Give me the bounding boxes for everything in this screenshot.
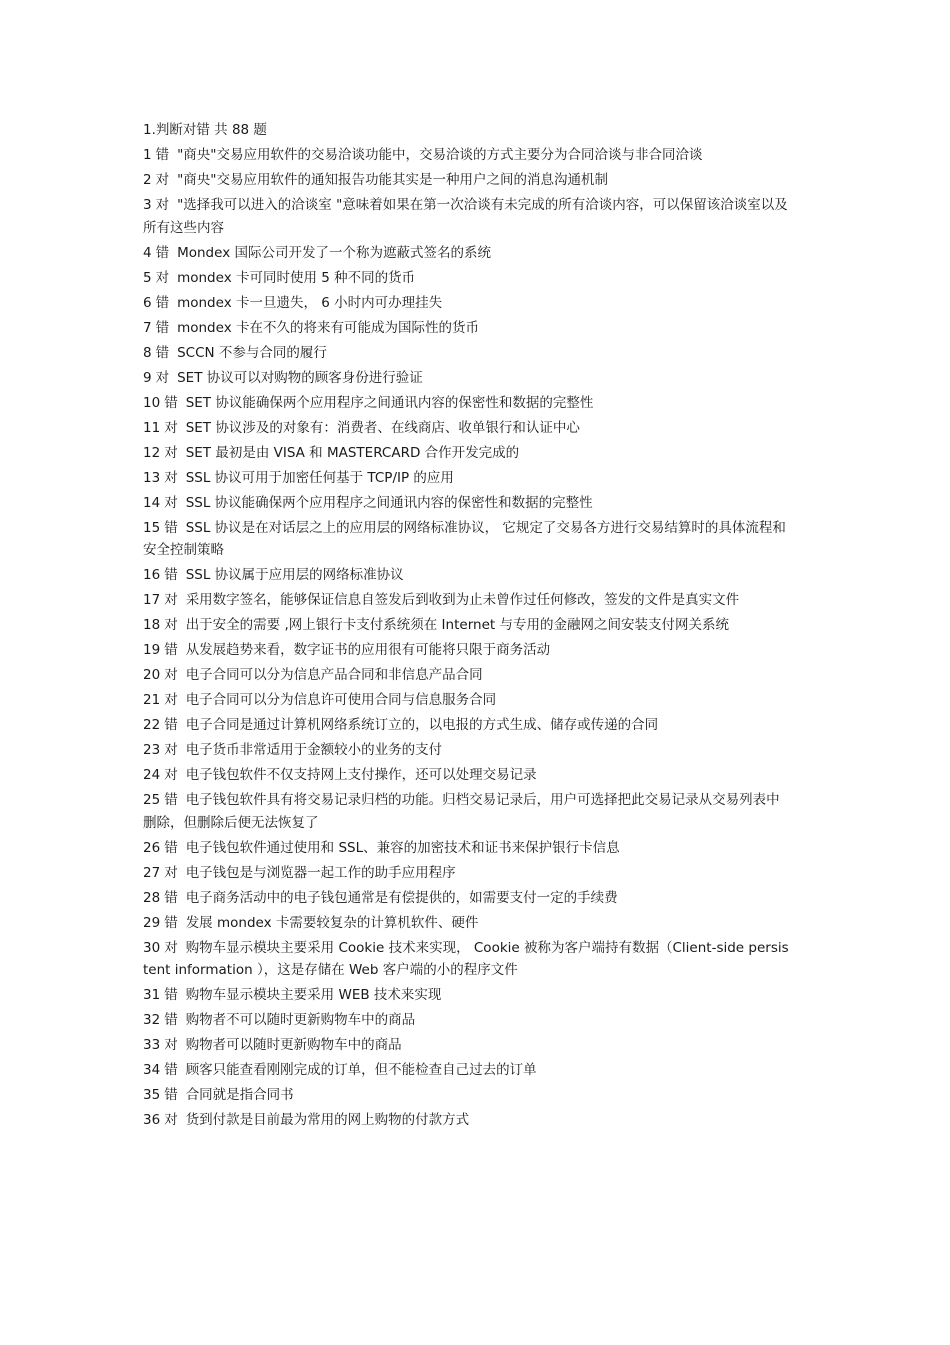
item-text: SSL 协议能确保两个应用程序之间通讯内容的保密性和数据的完整性 [185,494,593,511]
answer-mark: 对 [164,864,178,881]
list-item [143,937,793,982]
list-item [143,367,793,390]
answer-mark: 错 [155,147,170,163]
item-text: 电子货币非常适用于金额较小的业务的支付 [185,742,443,758]
answer-mark: 错 [164,717,178,733]
answer-mark: 对 [164,494,178,511]
item-text: mondex 卡一旦遗失， 6 小时内可办理挂失 [177,294,443,311]
item-text: 从发展趋势来看，数字证书的应用很有可能将只限于商务活动 [185,642,551,658]
item-number: 30 [143,939,161,956]
item-number: 7 [143,319,152,336]
answer-mark: 错 [164,394,178,411]
list-item [143,639,793,662]
answer-mark: 错 [164,519,178,536]
item-number: 13 [143,469,161,486]
list-item [143,144,793,167]
item-text: 购物者不可以随时更新购物车中的商品 [185,1012,416,1028]
item-number: 2 [143,172,152,188]
list-item [143,492,793,515]
item-number: 34 [143,1062,161,1078]
answer-mark: 对 [164,419,178,436]
item-number: 8 [143,344,152,361]
item-number: 36 [143,1112,161,1128]
item-number: 10 [143,394,161,411]
item-number: 4 [143,244,152,261]
answer-mark: 对 [164,692,178,708]
answer-mark: 错 [164,914,178,931]
item-text: 电子合同可以分为信息许可使用合同与信息服务合同 [185,692,497,708]
item-text: 电子钱包软件通过使用和 SSL、兼容的加密技术和证书来保护银行卡信息 [185,839,620,856]
list-item [143,664,793,687]
item-text: "商央"交易应用软件的通知报告功能其实是一种用户之间的消息沟通机制 [177,172,609,188]
list-item [143,317,793,340]
list-item [143,1109,793,1132]
item-text: SET 协议可以对购物的顾客身份进行验证 [177,369,423,386]
item-number: 11 [143,419,161,436]
item-text: SCCN 不参与合同的履行 [177,344,327,361]
answer-mark: 错 [164,1062,178,1078]
answer-mark: 对 [164,1037,178,1053]
answer-mark: 错 [155,244,170,261]
item-text: 合同就是指合同书 [185,1087,294,1103]
answer-mark: 错 [155,319,170,336]
item-number: 16 [143,567,161,583]
list-item [143,342,793,365]
list-item [143,614,793,637]
answer-mark: 对 [164,667,178,683]
item-text: 电子合同可以分为信息产品合同和非信息产品合同 [185,667,483,683]
item-number: 26 [143,839,161,856]
item-number: 18 [143,617,161,633]
answer-mark: 错 [164,1087,178,1103]
list-item [143,912,793,935]
item-text: mondex 卡在不久的将来有可能成为国际性的货币 [177,319,479,336]
list-item [143,887,793,910]
item-text: 购物车显示模块主要采用 Cookie 技术来实现， Cookie 被称为客户端持有数据（Client-side persistent information ），这是存储在 Web 客户端的小的程序文件 [143,939,789,978]
answer-mark: 错 [155,344,170,361]
item-number: 21 [143,692,161,708]
answer-mark: 对 [155,172,170,188]
item-number: 22 [143,717,161,733]
item-text: 购物者可以随时更新购物车中的商品 [185,1037,402,1053]
list-item [143,862,793,885]
item-text: 出于安全的需要 ,网上银行卡支付系统须在 Internet 与专用的金融网之间安装支付网关系统 [185,617,729,633]
item-number: 23 [143,742,161,758]
list-item [143,194,793,239]
item-text: 顾客只能查看刚刚完成的订单，但不能检查自己过去的订单 [185,1062,537,1078]
answer-mark: 错 [155,294,170,311]
question-list [143,119,793,1134]
item-number: 6 [143,294,152,311]
answer-mark: 对 [164,939,178,956]
answer-mark: 错 [164,987,178,1003]
item-text: SET 协议涉及的对象有：消费者、在线商店、收单银行和认证中心 [185,419,580,436]
list-item [143,564,793,587]
item-number: 9 [143,369,152,386]
list-item [143,1034,793,1057]
list-item [143,267,793,290]
item-number: 19 [143,642,161,658]
item-number: 32 [143,1012,161,1028]
list-item [143,1059,793,1082]
list-item [143,442,793,465]
list-item [143,292,793,315]
list-item [143,764,793,787]
item-text: Mondex 国际公司开发了一个称为遮蔽式签名的系统 [177,244,491,261]
answer-mark: 对 [164,617,178,633]
answer-mark: 对 [164,592,178,608]
items-container [143,144,793,1132]
item-text: "商央"交易应用软件的交易洽谈功能中，交易洽谈的方式主要分为合同洽谈与非合同洽谈 [177,147,703,163]
item-number: 31 [143,987,161,1003]
list-item [143,467,793,490]
answer-mark: 对 [155,369,170,386]
list-item [143,517,793,562]
item-text: SSL 协议是在对话层之上的应用层的网络标准协议， 它规定了交易各方进行交易结算时的具体流程和安全控制策略 [143,519,786,558]
list-item [143,392,793,415]
list-item [143,714,793,737]
item-text: "选择我可以进入的洽谈室 "意味着如果在第一次洽谈有未完成的所有洽谈内容，可以保留该洽谈室以及所有这些内容 [143,197,788,236]
item-number: 17 [143,592,161,608]
list-item [143,589,793,612]
item-text: 电子钱包软件不仅支持网上支付操作，还可以处理交易记录 [185,767,537,783]
answer-mark: 错 [164,839,178,856]
answer-mark: 错 [164,1012,178,1028]
answer-mark: 对 [164,469,178,486]
list-item [143,417,793,440]
answer-mark: 错 [164,642,178,658]
item-number: 12 [143,444,161,461]
answer-mark: 对 [155,197,170,213]
item-number: 35 [143,1087,161,1103]
item-text: 购物车显示模块主要采用 WEB 技术来实现 [185,987,442,1003]
item-number: 25 [143,792,161,808]
answer-mark: 对 [164,767,178,783]
answer-mark: 对 [155,269,170,286]
item-number: 20 [143,667,161,683]
item-number: 15 [143,519,161,536]
item-text: SSL 协议属于应用层的网络标准协议 [185,567,404,583]
item-text: SET 最初是由 VISA 和 MASTERCARD 合作开发完成的 [185,444,520,461]
item-text: 发展 mondex 卡需要较复杂的计算机软件、硬件 [185,914,479,931]
item-number: 3 [143,197,152,213]
item-number: 14 [143,494,161,511]
answer-mark: 对 [164,444,178,461]
list-item [143,169,793,192]
list-item [143,1009,793,1032]
item-text: mondex 卡可同时使用 5 种不同的货币 [177,269,416,286]
answer-mark: 对 [164,742,178,758]
list-item [143,984,793,1007]
item-number: 29 [143,914,161,931]
list-item [143,1084,793,1107]
item-text: 电子钱包软件具有将交易记录归档的功能。归档交易记录后，用户可选择把此交易记录从交易列表中删除，但删除后便无法恢复了 [143,792,780,831]
item-number: 33 [143,1037,161,1053]
item-number: 1 [143,147,152,163]
list-item [143,242,793,265]
item-text: SSL 协议可用于加密任何基于 TCP/IP 的应用 [185,469,454,486]
item-text: 电子商务活动中的电子钱包通常是有偿提供的，如需要支付一定的手续费 [185,889,618,906]
item-number: 24 [143,767,161,783]
answer-mark: 错 [164,567,178,583]
section-heading: 1.判断对错 共 88 题 [143,122,267,138]
answer-mark: 错 [164,792,178,808]
item-text: 电子钱包是与浏览器一起工作的助手应用程序 [185,864,456,881]
item-number: 5 [143,269,152,286]
item-text: 电子合同是通过计算机网络系统订立的，以电报的方式生成、储存或传递的合同 [185,717,659,733]
item-text: 采用数字签名，能够保证信息自签发后到收到为止未曾作过任何修改，签发的文件是真实文件 [185,592,740,608]
answer-mark: 对 [164,1112,178,1128]
list-item [143,789,793,834]
item-text: SET 协议能确保两个应用程序之间通讯内容的保密性和数据的完整性 [185,394,594,411]
item-text: 货到付款是目前最为常用的网上购物的付款方式 [185,1112,470,1128]
item-number: 27 [143,864,161,881]
list-item [143,739,793,762]
answer-mark: 错 [164,889,178,906]
list-item [143,689,793,712]
list-item [143,837,793,860]
item-number: 28 [143,889,161,906]
